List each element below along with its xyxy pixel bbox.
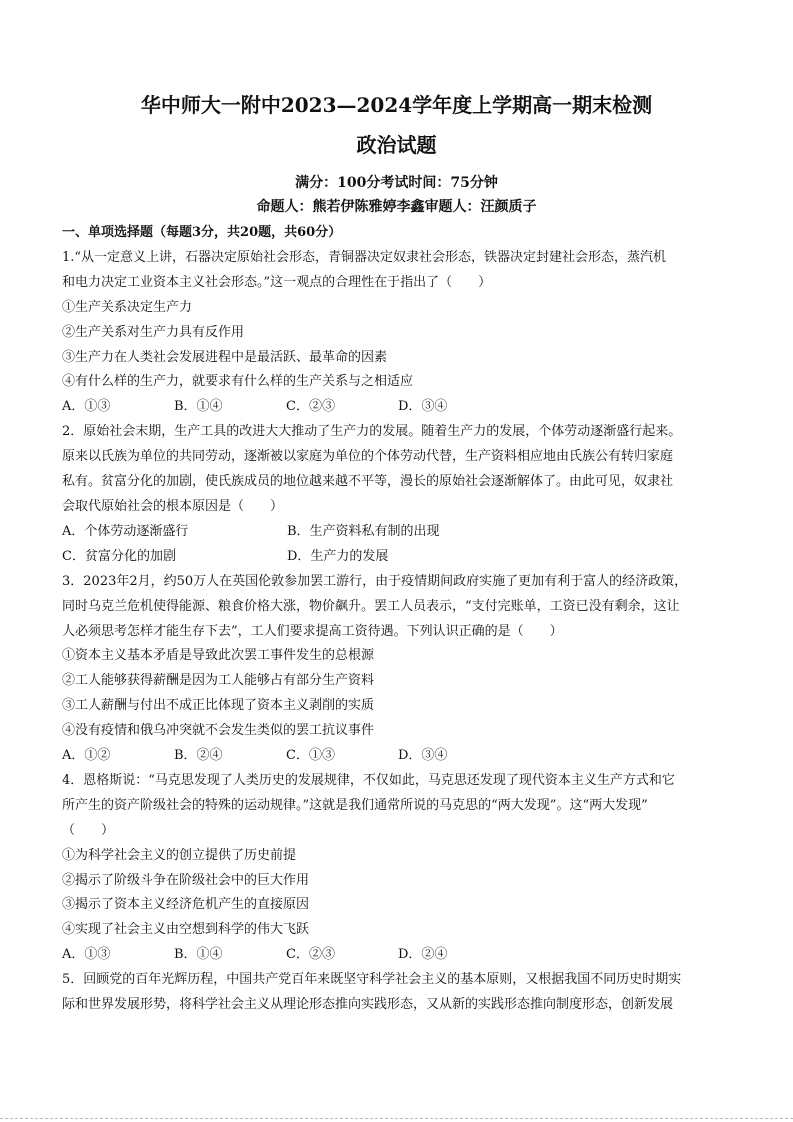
- subject-title: 政治试题: [356, 133, 437, 157]
- question-stem: 5．回顾党的百年光辉历程，中国共产党百年来既坚守科学社会主义的基本原则，又根据我国不同历史时期实: [62, 972, 682, 988]
- statement-item: ①资本主义基本矛盾是导致此次罢工事件发生的总根源: [62, 648, 375, 664]
- authors: 命题人：熊若伊陈雅婷李鑫审题人：汪颜质子: [256, 199, 537, 215]
- question-2: [62, 420, 730, 569]
- statement-item: ④没有疫情和俄乌冲突就不会发生类似的罢工抗议事件: [62, 723, 375, 739]
- question-4: [62, 769, 730, 968]
- question-stem: 3．2023年2月，约50万人在英国伦敦参加罢工游行，由于疫情期间政府实施了更加有利于富人的经济政策，: [62, 573, 688, 589]
- answer-options: [62, 395, 730, 420]
- question-stem: 1.“从一定意义上讲，石器决定原始社会形态，青铜器决定奴隶社会形态，铁器决定封建社会形态，蒸汽机: [62, 249, 667, 265]
- statement-item: ③揭示了资本主义经济危机产生的直接原因: [62, 897, 310, 913]
- statement-item: ③工人薪酬与付出不成正比体现了资本主义剥削的实质: [62, 698, 375, 714]
- page-bottom-divider: [0, 1118, 793, 1120]
- question-5: [62, 968, 730, 1018]
- statement-item: ②生产关系对生产力具有反作用: [62, 324, 245, 340]
- section-heading: 一、单项选择题（每题3分，共20题，共60分）: [62, 225, 342, 240]
- option-c: C．①③: [286, 748, 335, 764]
- exam-content: [62, 221, 730, 1018]
- question-stem: 所产生的资产阶级社会的特殊的运动规律。”这就是我们通常所说的马克思的“两大发现”。这“两大发现”: [62, 797, 648, 813]
- option-b: B．①④: [174, 947, 223, 963]
- option-b: B．①④: [174, 399, 223, 415]
- option-c: C．②③: [286, 947, 335, 963]
- option-a: A．①③: [62, 399, 111, 415]
- exam-title: 华中师大一附中2023—2024学年度上学期高一期末检测: [140, 93, 653, 117]
- statement-item: ①生产关系决定生产力: [62, 299, 193, 315]
- question-1: [62, 246, 730, 420]
- statement-item: ④有什么样的生产力，就要求有什么样的生产关系与之相适应: [62, 374, 414, 390]
- answer-options: [62, 545, 730, 570]
- question-stem: 会取代原始社会的根本原因是（ ）: [62, 498, 284, 514]
- option-d: D．③④: [398, 748, 448, 764]
- statement-item: ①为科学社会主义的创立提供了历史前提: [62, 847, 297, 863]
- answer-options: [62, 744, 730, 769]
- answer-options: [62, 520, 730, 545]
- option-d: D．②④: [398, 947, 448, 963]
- score-time: 满分：100分考试时间：75分钟: [295, 175, 498, 191]
- statement-item: ③生产力在人类社会发展进程中是最活跃、最革命的因素: [62, 349, 388, 365]
- statement-item: ④实现了社会主义由空想到科学的伟大飞跃: [62, 922, 310, 938]
- option-b: B．生产资料私有制的出现: [287, 523, 440, 539]
- question-stem: 私有。贫富分化的加剧，使氏族成员的地位越来越不平等，漫长的原始社会逐渐解体了。由此可见，奴隶社: [62, 474, 674, 490]
- option-a: A．个体劳动逐渐盛行: [62, 523, 189, 539]
- question-stem: （ ）: [62, 822, 115, 838]
- question-stem: 人必须思考怎样才能生存下去”，工人们要求提高工资待遇。下列认识正确的是（ ）: [62, 623, 563, 639]
- question-3: [62, 570, 730, 769]
- option-a: A．①③: [62, 947, 111, 963]
- question-stem: 原来以氏族为单位的共同劳动，逐渐被以家庭为单位的个体劳动代替，生产资料相应地由氏族公有转归家庭: [62, 449, 674, 465]
- option-d: D．生产力的发展: [287, 548, 389, 564]
- question-stem: 2．原始社会末期，生产工具的改进大大推动了生产力的发展。随着生产力的发展，个体劳动逐渐盛行起来。: [62, 424, 682, 440]
- question-stem: 和电力决定工业资本主义社会形态。”这一观点的合理性在于指出了（ ）: [62, 274, 492, 290]
- question-stem: 际和世界发展形势，将科学社会主义从理论形态推向实践形态，又从新的实践形态推向制度形态，创新发展: [62, 997, 674, 1013]
- option-b: B．②④: [174, 748, 223, 764]
- question-stem: 同时乌克兰危机使得能源、粮食价格大涨，物价飙升。罢工人员表示，“支付完账单，工资已没有剩余，这让: [62, 598, 680, 614]
- statement-item: ②揭示了阶级斗争在阶级社会中的巨大作用: [62, 872, 310, 888]
- answer-options: [62, 943, 730, 968]
- statement-item: ②工人能够获得薪酬是因为工人能够占有部分生产资料: [62, 673, 375, 689]
- option-a: A．①②: [62, 748, 111, 764]
- option-c: C．贫富分化的加剧: [62, 548, 176, 564]
- option-d: D．③④: [398, 399, 448, 415]
- option-c: C．②③: [286, 399, 335, 415]
- question-stem: 4．恩格斯说：“马克思发现了人类历史的发展规律，不仅如此，马克思还发现了现代资本主义生产方式和它: [62, 772, 675, 788]
